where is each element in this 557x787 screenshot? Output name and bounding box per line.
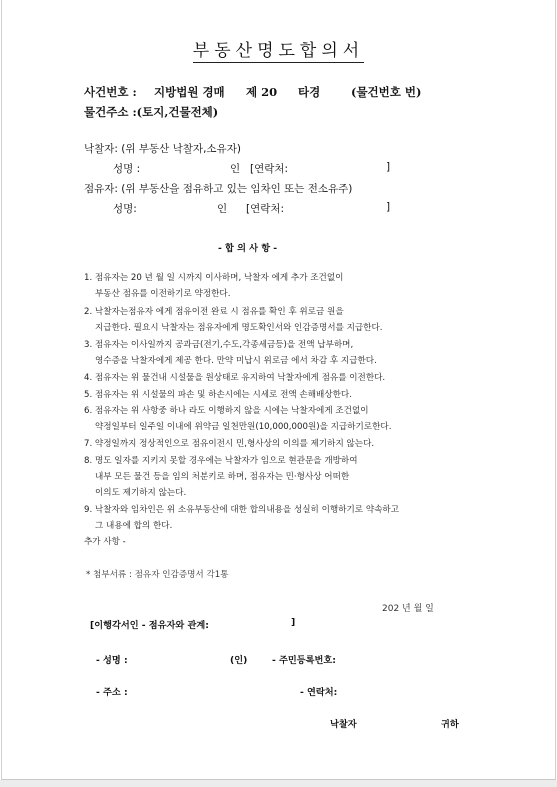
property-address-label: 물건주소 :(토지,건물전체) xyxy=(84,105,219,119)
witness-rrn-label: - 주민등록번호: xyxy=(272,655,336,666)
attachment-note: * 첨부서류 : 점유자 인감증명서 각1통 xyxy=(86,570,229,580)
occupant-name-label: 성명: xyxy=(113,203,137,215)
item-4-line-1: 4. 점유자는 위 물건내 시설물을 원상태로 유지하여 낙찰자에게 점유를 이전한다. xyxy=(84,373,386,383)
item-9-line-1: 9. 낙찰자와 임차인은 위 소유부동산에 대한 합의내용을 성실히 이행하기로 약속하고 xyxy=(84,505,400,515)
footer-purchaser: 낙찰자 xyxy=(330,719,357,730)
item-5-line-1: 5. 점유자는 위 시설물의 파손 및 하손시에는 시세로 전액 손해배상한다. xyxy=(84,390,352,400)
agreement-heading: - 합 의 사 항 - xyxy=(218,243,278,254)
case-item-number: (물건번호 번) xyxy=(351,85,422,99)
witness-name-label: - 성명 : xyxy=(96,655,128,666)
purchaser-contact-label: [연락처: xyxy=(250,163,289,175)
occupant-heading: 점유자: (위 부동산을 점유하고 있는 임차인 또는 전소유주) xyxy=(84,183,353,195)
occupant-seal: 인 xyxy=(217,203,228,215)
item-3-line-2: 영수증을 낙찰자에게 제공 한다. 만약 미납시 위로금 에서 차감 후 지급한다. xyxy=(95,356,377,366)
item-1-line-2: 부동산 점유를 이전하기로 약정한다. xyxy=(95,289,231,299)
witness-heading-close: ] xyxy=(291,617,296,628)
item-6-line-2: 약정일부터 일주일 이내에 위약금 일천만원(10,000,000원)을 지급하기로한다. xyxy=(95,422,392,432)
witness-address-label: - 주소 : xyxy=(96,687,128,698)
item-2-line-1: 2. 낙찰자는점유자 에게 점유이전 완료 시 점유를 확인 후 위로금 원을 xyxy=(84,307,344,317)
document-title: 부동산명도합의서 xyxy=(192,41,365,61)
case-number-label: 사건번호 : xyxy=(84,85,137,99)
item-3-line-1: 3. 점유자는 이사일까지 공과금(전기,수도,각종세금등)을 전액 납부하며, xyxy=(84,340,354,350)
witness-phone-label: - 연락처: xyxy=(300,687,338,698)
occupant-contact-label: [연락처: xyxy=(246,203,285,215)
purchaser-heading: 낙찰자: (위 부동산 낙찰자,소유자) xyxy=(84,143,241,155)
item-7-line-1: 7. 약정일까지 정상적인으로 점유이전시 민,형사상의 이의를 제기하지 않는다. xyxy=(84,439,375,449)
case-year: 제 20 xyxy=(246,85,278,99)
item-6-line-1: 6. 점유자는 위 사항중 하나 라도 이행하지 않을 시에는 낙찰자에게 조건없이 xyxy=(84,406,369,416)
item-1-line-1: 1. 점유자는 20 년 월 일 시까지 이사하며, 낙찰자 에게 추가 조건없이 xyxy=(84,273,344,283)
footer-honorific: 귀하 xyxy=(441,719,459,730)
date-line: 202 년 월 일 xyxy=(382,604,434,614)
case-type: 타경 xyxy=(298,85,321,99)
purchaser-contact-close: ] xyxy=(386,161,391,173)
item-8-line-3: 이의도 제기하지 않는다. xyxy=(95,488,187,498)
additional-terms-label: 추가 사항 - xyxy=(84,537,126,547)
purchaser-seal: 인 xyxy=(230,163,241,175)
item-9-line-2: 그 내용에 합의 한다. xyxy=(95,521,173,531)
item-2-line-2: 지급한다. 필요시 낙찰자는 점유자에게 명도확인서와 인감증명서를 지급한다. xyxy=(95,323,383,333)
occupant-contact-close: ] xyxy=(386,201,391,213)
item-8-line-2: 내부 모든 물건 등을 임의 처분키로 하며, 점유자는 민·형사상 어떠한 xyxy=(95,472,350,482)
page-gap xyxy=(0,780,557,787)
case-court: 지방법원 경매 xyxy=(154,85,225,99)
witness-heading: [이행각서인 - 점유자와 관계: xyxy=(90,620,209,631)
item-8-line-1: 8. 명도 일자를 지키지 못할 경우에는 낙찰자가 임으로 현관문을 개방하여 xyxy=(84,456,358,466)
purchaser-name-label: 성명 : xyxy=(113,163,141,175)
witness-seal: (인) xyxy=(230,655,248,666)
